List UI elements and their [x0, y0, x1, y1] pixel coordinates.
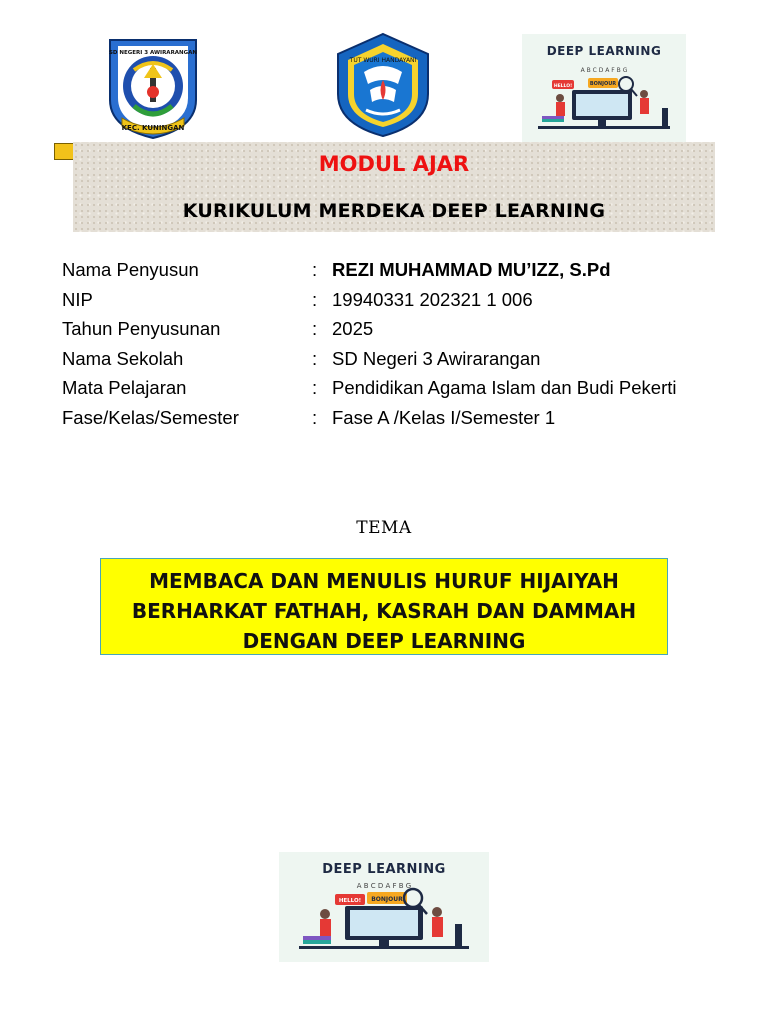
deep-learning-title: DEEP LEARNING [546, 44, 662, 58]
info-row-sekolah [62, 347, 702, 370]
bonjour-sign: BONJOUR [371, 896, 403, 903]
theme-line: MEMBACA DAN MENULIS HURUF HIJAIYAH [149, 569, 619, 593]
info-label: Tahun Penyusunan [62, 318, 221, 339]
module-title: MODUL AJAR [318, 152, 470, 176]
info-label: NIP [62, 288, 93, 310]
info-label: Nama Sekolah [62, 347, 184, 369]
school-logo [104, 36, 202, 140]
info-value: 2025 [332, 318, 374, 339]
theme-label: TEMA [356, 518, 412, 538]
theme-line: BERHARKAT FATHAH, KASRAH DAN DAMMAH [131, 599, 637, 623]
decorative-square [54, 143, 74, 160]
info-value: REZI MUHAMMAD MU’IZZ, S.Pd [332, 259, 611, 280]
info-colon: : [312, 318, 318, 339]
bonjour-sign: BONJOUR [589, 81, 617, 87]
identity-table [62, 258, 702, 435]
info-colon: : [312, 288, 318, 310]
title-banner [73, 142, 715, 232]
theme-box [100, 558, 668, 655]
tutwuri-logo [328, 32, 438, 138]
info-label: Nama Penyusun [62, 259, 199, 280]
info-value: Pendidikan Agama Islam dan Budi Pekerti [332, 377, 677, 398]
info-colon: : [312, 347, 318, 369]
info-colon: : [312, 259, 318, 280]
hello-sign: HELLO! [338, 898, 362, 904]
deep-learning-title: DEEP LEARNING [322, 862, 446, 877]
school-ribbon-text: KEC. KUNINGAN [121, 124, 185, 132]
deep-learning-logo-bottom [279, 852, 489, 962]
info-value: 19940331 202321 1 006 [332, 288, 533, 310]
alphabet-letters: A B C D A F B G [356, 882, 412, 890]
info-colon: : [312, 406, 318, 428]
info-colon: : [312, 377, 318, 398]
info-label: Fase/Kelas/Semester [62, 406, 239, 428]
info-row-fase [62, 406, 702, 429]
tutwuri-ring-text: TUT WURI HANDAYANI [349, 57, 417, 64]
school-ring-text: SD NEGERI 3 AWIRARANGAN [108, 50, 198, 56]
alphabet-letters: A B C D A F B G [580, 67, 628, 74]
info-value: SD Negeri 3 Awirarangan [332, 347, 541, 369]
info-label: Mata Pelajaran [62, 377, 187, 398]
info-value: Fase A /Kelas I/Semester 1 [332, 406, 556, 428]
info-row-tahun [62, 317, 702, 340]
info-row-mapel [62, 376, 702, 399]
deep-learning-logo-top [522, 34, 686, 142]
curriculum-subtitle: KURIKULUM MERDEKA DEEP LEARNING [182, 200, 606, 222]
info-row-nip [62, 288, 702, 311]
hello-sign: HELLO! [553, 84, 573, 89]
theme-line: DENGAN DEEP LEARNING [242, 629, 526, 653]
info-row-penyusun [62, 258, 702, 281]
